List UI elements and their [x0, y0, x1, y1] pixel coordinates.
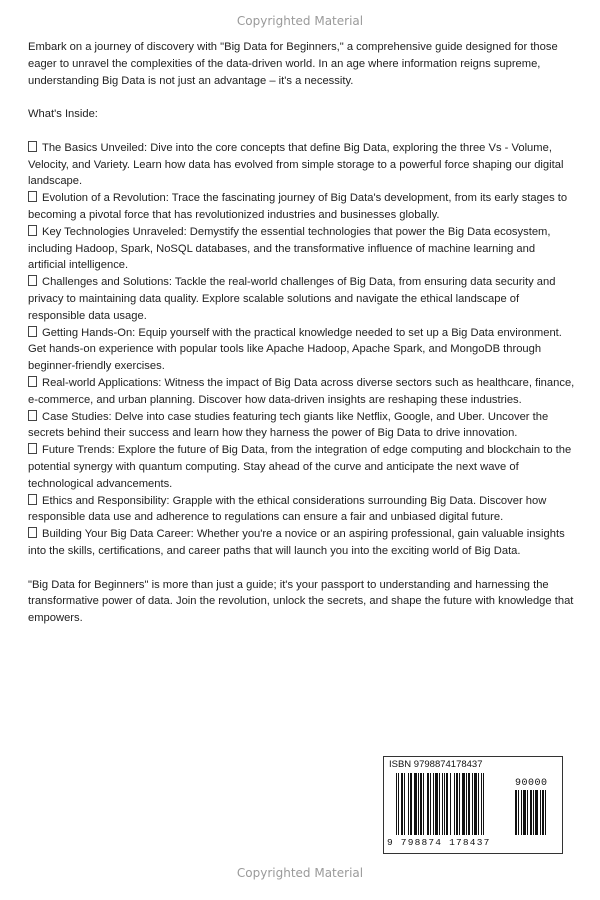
list-item-text: Future Trends: Explore the future of Big Data, from the integration of edge computing and blockchain to the potential synergy with quantum computing. Stay ahead of the curve and anticipate the next wave of technological advancements. [28, 444, 572, 490]
list-item [28, 375, 576, 409]
section-heading: What's Inside: [28, 108, 98, 121]
barcode-bars [396, 773, 508, 835]
list-item-text: Getting Hands-On: Equip yourself with the practical knowledge needed to set up a Big Data environment. Get hands-on experience with popular tools like Apache Hadoop, Apache Spark, and MongoDB through beginner-friendly exercises. [28, 326, 562, 373]
list-item [28, 442, 576, 492]
list-item-text: Key Technologies Unraveled: Demystify the essential technologies that power the Big Data ecosystem, including Hadoop, Spark, NoSQL databases, and the transformative influence of machine learning and artificial intelligence. [28, 225, 551, 272]
list-item [28, 409, 576, 443]
list-item [28, 325, 576, 375]
list-item-text: Ethics and Responsibility: Grapple with the ethical considerations surrounding Big Data. Discover how responsible data use and adherence to regulations can ensure a fair and unbiased digital future. [28, 494, 547, 524]
bullet-box-icon [28, 443, 37, 454]
bullet-box-icon [28, 494, 37, 505]
bullet-box-icon [28, 225, 37, 236]
bullet-box-icon [28, 410, 37, 421]
bullet-box-icon [28, 326, 37, 337]
list-item [28, 526, 576, 560]
list-item-text: Building Your Big Data Career: Whether you're a novice or an aspiring professional, gain valuable insights into the skills, certifications, and career paths that will launch you into the exciting world of Big Data. [28, 528, 565, 557]
barcode-digits: 9 798874 178437 [387, 837, 491, 848]
list-item [28, 140, 576, 190]
list-item-text: Challenges and Solutions: Tackle the real-world challenges of Big Data, from ensuring data security and privacy to maintaining data quality. Explore scalable solutions and navigate the ethical landscape of responsible data usage. [28, 276, 556, 322]
outro-paragraph: "Big Data for Beginners" is more than just a guide; it's your passport to understanding and harnessing the transformative power of data. Join the revolution, unlock the secrets, and shape the future with knowledge that empowers. [28, 578, 574, 625]
list-item [28, 493, 576, 527]
bullet-box-icon [28, 275, 37, 286]
list-item-text: The Basics Unveiled: Dive into the core concepts that define Big Data, exploring the three Vs - Volume, Velocity, and Variety. Learn how data has evolved from simple storage to a powerful force shaping our digital landscape. [28, 141, 564, 188]
list-item-text: Real-world Applications: Witness the impact of Big Data across diverse sectors such as healthcare, finance, e-commerce, and urban planning. Discover how data-driven insights are reshaping these industries. [28, 376, 575, 406]
bullet-box-icon [28, 141, 37, 152]
list-item [28, 190, 576, 224]
list-item [28, 224, 576, 274]
bullet-box-icon [28, 191, 37, 202]
watermark-bottom: Copyrighted Material [236, 866, 364, 880]
list-item-text: Evolution of a Revolution: Trace the fascinating journey of Big Data's development, from its early stages to becoming a pivotal force that has revolutionized industries and businesses globally. [28, 192, 568, 221]
intro-paragraph: Embark on a journey of discovery with "Big Data for Beginners," a comprehensive guide designed for those eager to unravel the complexities of the data-driven world. In an age where information reigns supreme, understanding Big Data is not just an advantage – it's a necessity. [28, 41, 558, 87]
addon-barcode-bars [515, 790, 551, 835]
back-cover-description [28, 39, 576, 627]
price-code: 90000 [515, 778, 548, 789]
watermark-top: Copyrighted Material [236, 14, 364, 28]
list-item-text: Case Studies: Delve into case studies featuring tech giants like Netflix, Google, and Uber. Uncover the secrets behind their success and learn how they harness the power of Big Data to drive innovation. [28, 410, 549, 440]
list-item [28, 274, 576, 324]
bullet-box-icon [28, 376, 37, 387]
bullet-box-icon [28, 527, 37, 538]
isbn-label: ISBN 9798874178437 [389, 759, 483, 770]
isbn-barcode [383, 756, 563, 854]
